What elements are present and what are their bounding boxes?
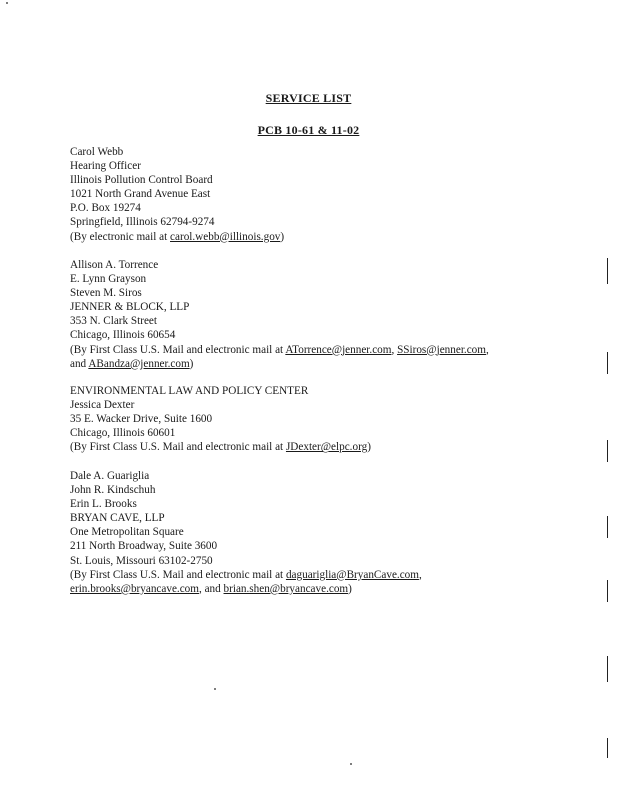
revision-bar [607, 738, 608, 758]
recipient-name: Jessica Dexter [70, 399, 135, 412]
email-link[interactable]: brian.shen@bryancave.com [223, 582, 349, 595]
recipient-organization: ENVIRONMENTAL LAW AND POLICY CENTER [70, 385, 309, 397]
revision-bar [607, 516, 608, 538]
service-method-text: (By First Class U.S. Mail and electronic mail at [70, 343, 286, 356]
service-method-close: ) [367, 441, 371, 454]
recipient-organization: Illinois Pollution Control Board [70, 174, 213, 187]
page-title: SERVICE LIST [265, 91, 352, 105]
service-method [70, 568, 570, 582]
recipient-po-box: P.O. Box 19274 [70, 202, 141, 215]
recipient-title: Hearing Officer [70, 160, 141, 173]
email-link[interactable]: ABandza@jenner.com [88, 357, 190, 370]
recipient-name: Steven M. Siros [70, 287, 142, 300]
email-link[interactable]: SSiros@jenner.com [397, 343, 486, 356]
recipient-name: E. Lynn Grayson [70, 273, 147, 286]
scan-speck [214, 688, 216, 690]
service-method-text: (By First Class U.S. Mail and electronic mail at [70, 441, 286, 454]
scan-speck [6, 2, 8, 4]
recipient-name: Carol Webb [70, 146, 124, 158]
revision-bar [607, 656, 608, 682]
separator: , [485, 343, 489, 356]
service-method-continued [70, 357, 570, 371]
recipient-address: 35 E. Wacker Drive, Suite 1600 [70, 413, 213, 426]
recipient-city: Chicago, Illinois 60601 [70, 427, 176, 440]
separator: , [198, 582, 205, 595]
revision-bar [607, 352, 608, 374]
service-method-close: ) [280, 230, 285, 243]
recipient-city: Chicago, Illinois 60654 [70, 329, 176, 342]
service-method [70, 440, 570, 454]
recipient-city: St. Louis, Missouri 63102-2750 [70, 554, 213, 567]
revision-bar [607, 440, 608, 462]
recipient-city: Springfield, Illinois 62794-9274 [70, 216, 215, 229]
case-number: PCB 10-61 & 11-02 [257, 123, 360, 137]
recipient-block [70, 384, 570, 454]
revision-bar [607, 258, 608, 284]
service-method [70, 343, 570, 357]
recipient-address: 353 N. Clark Street [70, 315, 157, 328]
service-method-close: ) [348, 582, 352, 595]
service-method-text: (By First Class U.S. Mail and electronic mail at [70, 568, 286, 581]
service-method-close: ) [189, 357, 194, 370]
recipient-address: One Metropolitan Square [70, 526, 184, 539]
recipient-organization: JENNER & BLOCK, LLP [70, 301, 190, 314]
recipient-name: John R. Kindschuh [70, 484, 156, 497]
recipient-name: Dale A. Guariglia [70, 470, 150, 482]
separator: , [418, 568, 422, 581]
and-text: and [70, 357, 89, 370]
service-method-text: (By electronic mail at [70, 230, 171, 243]
revision-bar [607, 580, 608, 602]
separator: , [391, 343, 398, 356]
recipient-block [70, 469, 570, 596]
recipient-block [70, 258, 570, 371]
email-link[interactable]: JDexter@elpc.org [285, 441, 368, 454]
and-text: and [204, 582, 224, 595]
service-method-continued [70, 582, 570, 596]
recipient-organization: BRYAN CAVE, LLP [70, 512, 165, 525]
recipient-block [70, 145, 570, 244]
recipient-name: Allison A. Torrence [70, 259, 159, 271]
email-link[interactable]: carol.webb@illinois.gov [170, 230, 281, 243]
scan-speck [350, 763, 352, 765]
email-link[interactable]: erin.brooks@bryancave.com [70, 582, 199, 595]
recipient-address: 211 North Broadway, Suite 3600 [70, 540, 218, 553]
service-method [70, 230, 570, 244]
recipient-address: 1021 North Grand Avenue East [70, 188, 211, 201]
email-link[interactable]: daguariglia@BryanCave.com [285, 568, 419, 581]
recipient-name: Erin L. Brooks [70, 498, 137, 511]
email-link[interactable]: ATorrence@jenner.com [285, 343, 392, 356]
